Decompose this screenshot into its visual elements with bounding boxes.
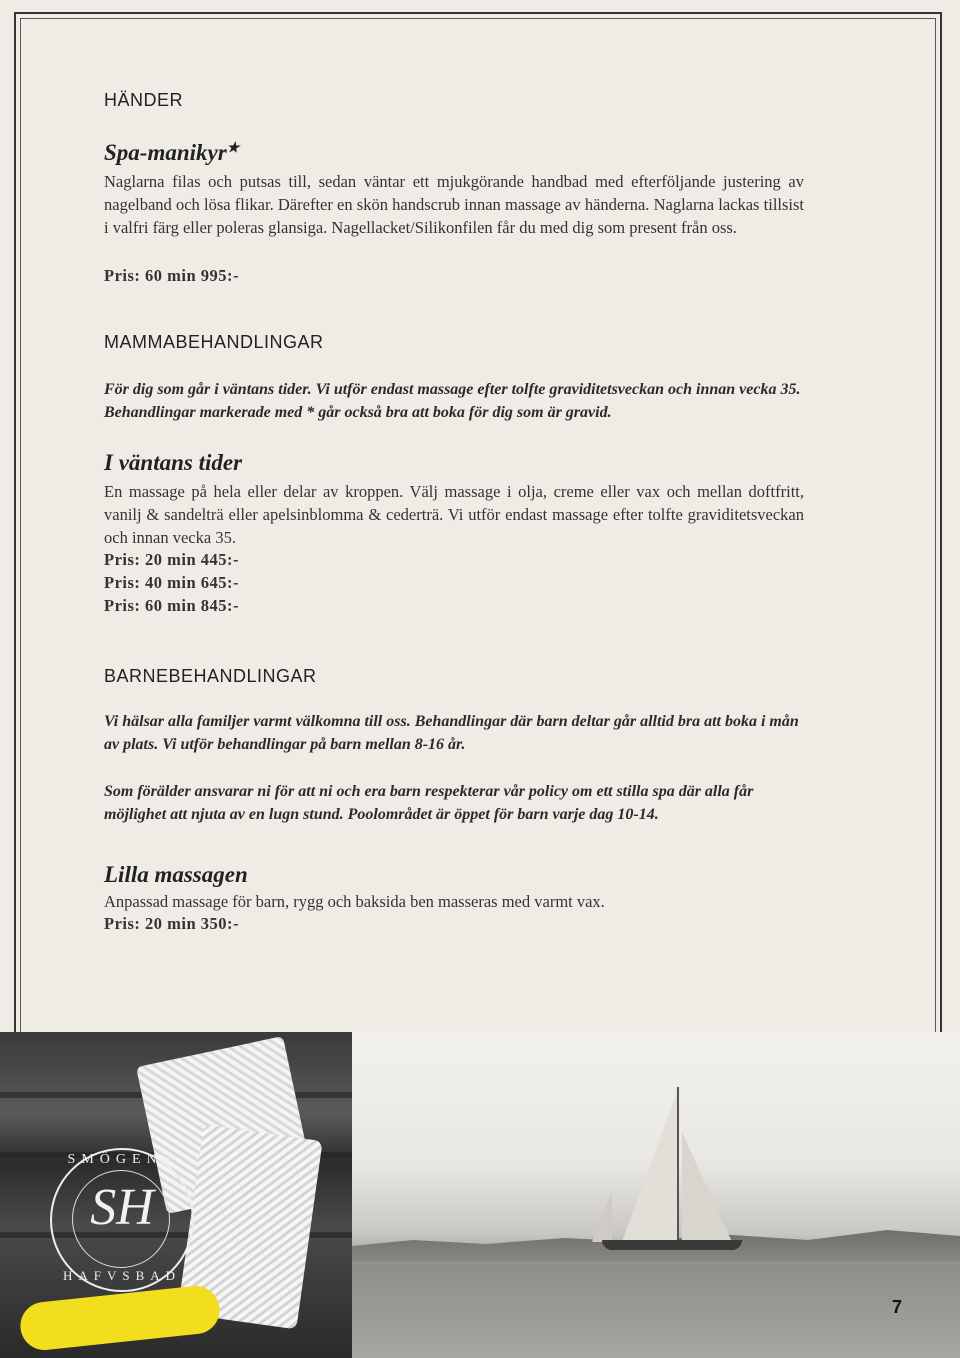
item-title-spa-manikyr [104, 140, 239, 166]
sailboat-photo [352, 1032, 960, 1358]
section-heading-barn: BARNEBEHANDLINGAR [104, 666, 317, 686]
item-title-i-vantans-tider: I väntans tider [104, 450, 243, 475]
mast-shape [677, 1087, 679, 1247]
spa-manikyr-price: Pris: 60 min 995:- [104, 266, 240, 285]
logo-bottom-text: HAFVSBAD [62, 1268, 182, 1283]
lilla-massagen-description: Anpassad massage för barn, rygg och baksida ben masseras med varmt vax. [104, 892, 605, 911]
i-vantans-tider-price-2: Pris: 40 min 645:- [104, 573, 240, 592]
barn-intro-1: Vi hälsar alla familjer varmt välkomna till oss. Behandlingar där barn deltar går alltid bra att boka i mån av plats. Vi utför behandlingar på barn mellan 8-16 år. [104, 713, 799, 753]
flipflop-shape [18, 1284, 222, 1353]
star-icon: ★ [226, 141, 240, 156]
main-sail-shape [622, 1092, 677, 1242]
section-heading-hander: HÄNDER [104, 90, 184, 110]
jib-sail-shape [682, 1132, 732, 1242]
i-vantans-tider-price-1: Pris: 20 min 445:- [104, 550, 240, 569]
smogens-hafvsbad-logo [50, 1148, 194, 1292]
hull-shape [602, 1240, 742, 1250]
i-vantans-tider-description: En massage på hela eller delar av kroppen. Välj massage i olja, creme eller vax och mellan doftfritt, vanilj & sandelträ eller apelsinblomma & cederträ. Vi utför endast massage efter tolfte graviditetsveckan och innan vecka 35. [104, 482, 804, 547]
lilla-massagen-price: Pris: 20 min 350:- [104, 914, 240, 933]
i-vantans-tider-price-3: Pris: 60 min 845:- [104, 596, 240, 615]
mamma-intro: För dig som går i väntans tider. Vi utför endast massage efter tolfte graviditetsveckan och innan vecka 35. Behandlingar markerade med * går också bra att boka för dig som är gravid. [104, 381, 801, 421]
item-title-lilla-massagen: Lilla massagen [104, 862, 248, 887]
barn-intro-2: Som förälder ansvarar ni för att ni och era barn respekterar vår policy om ett stilla spa där alla får möjlighet att njuta av en lugn stund. Poolområdet är öppet för barn varje dag 10-14. [104, 783, 754, 823]
logo-monogram: SH [90, 1179, 154, 1236]
small-sail-shape [592, 1192, 612, 1242]
towel-photo [0, 1032, 352, 1358]
item-title-text: Spa-manikyr [104, 140, 227, 165]
logo-top-text: SMÖGENS [67, 1152, 177, 1167]
section-heading-mamma: MAMMABEHANDLINGAR [104, 332, 324, 352]
page-number: 7 [891, 1297, 902, 1317]
spa-manikyr-description: Naglarna filas och putsas till, sedan väntar ett mjukgörande handbad med efterföljande justering av nagelband och lösa flikar. Därefter en skön handscrub innan massage av händerna. Naglarna lackas tillsist i valfri färg eller poleras glansiga. Nagellacket/Silikonfilen får du med dig som present från oss. [104, 172, 804, 237]
